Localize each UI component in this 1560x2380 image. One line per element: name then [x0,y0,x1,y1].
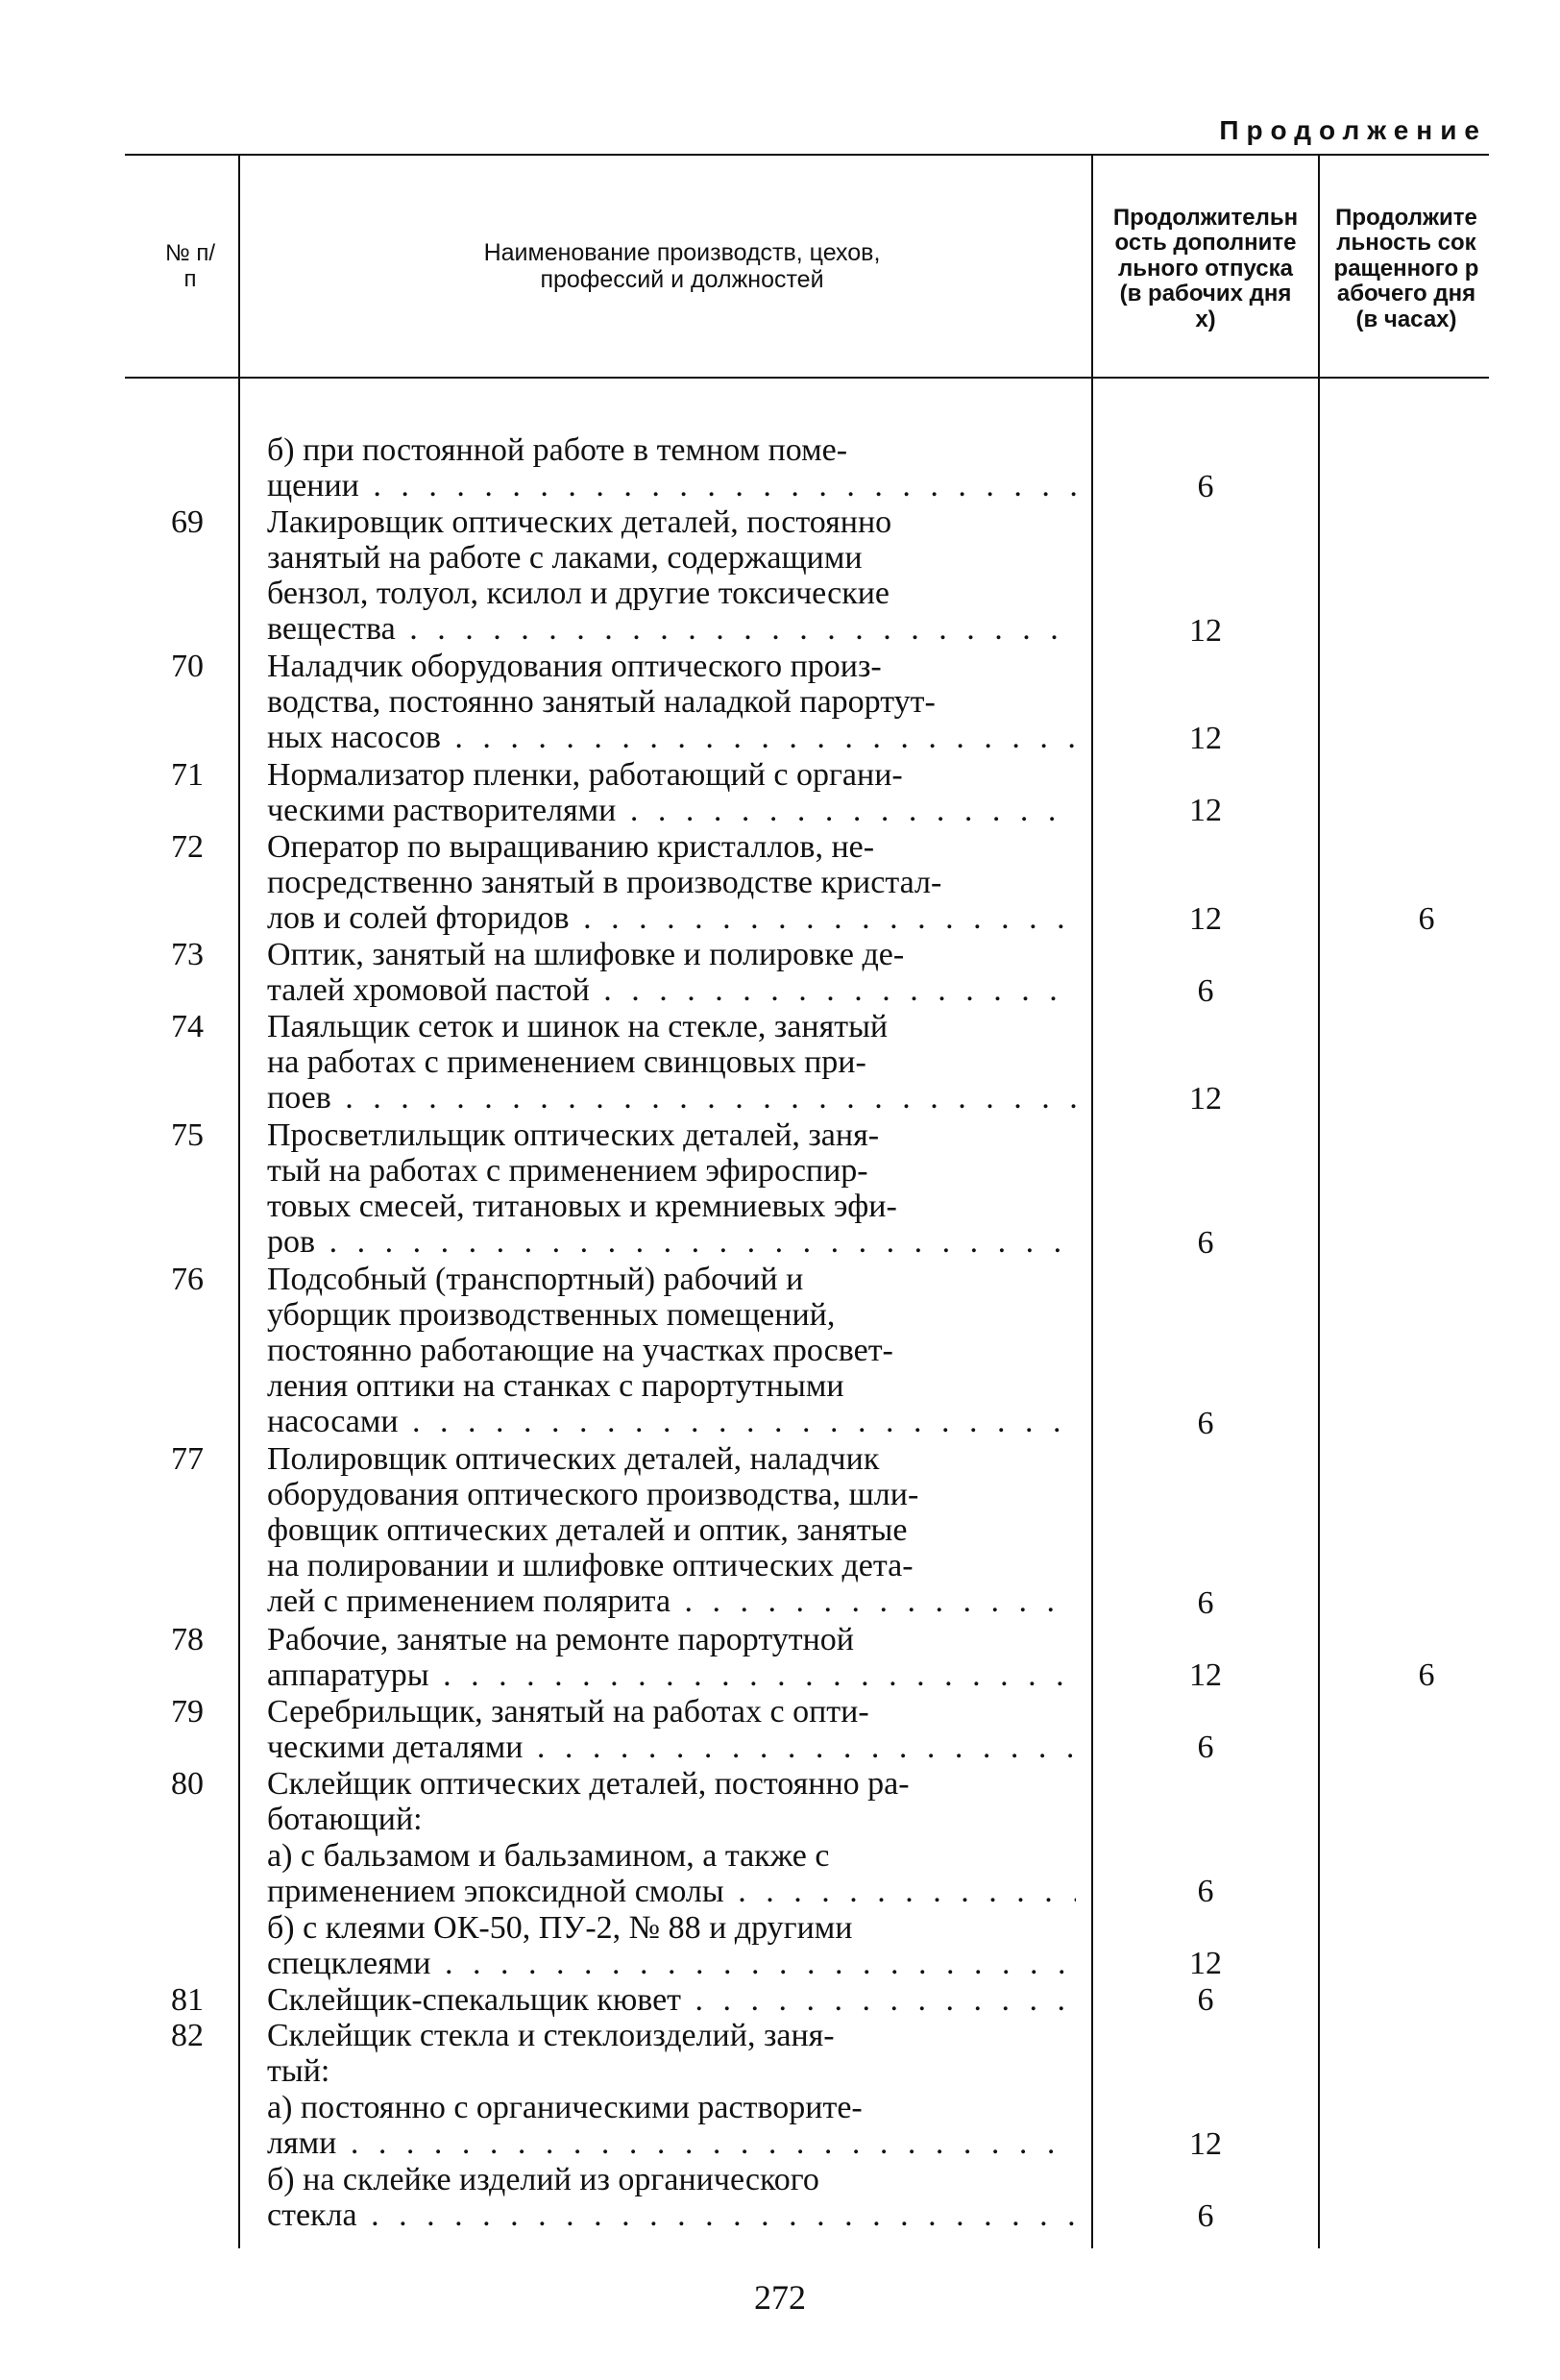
row-name [267,1262,1076,1439]
header-shortday [1322,168,1491,370]
row-number: 76 [171,1261,204,1297]
row-name-line: Подсобный (транспортный) рабочий и [267,1261,804,1297]
column-divider-2 [1091,156,1093,2248]
row-name-line: талей хромовой пастой . . . [267,972,1076,1008]
row-name-line: б) при постоянной работе в темном поме- [267,432,848,468]
row-name [267,1838,1076,1909]
row-name [267,757,1076,828]
row-name [267,432,1076,503]
row-leave-days: 12 [1189,793,1222,828]
table-top-rule [125,154,1489,156]
row-name-line: вещества . . . [267,611,1076,647]
row-leave-days: 12 [1189,721,1222,756]
row-number: 82 [171,2018,204,2053]
row-name-line: Паяльщик сеток и шинок на стекле, занятый [267,1009,889,1044]
row-name-line: Лакировщик оптических деталей, постоянно [267,504,892,540]
row-number: 73 [171,937,204,972]
row-number: 79 [171,1693,204,1730]
row-name-line: Наладчик оборудования оптического произ- [267,649,882,684]
row-name-line: ления оптики на станках с парортутными [267,1367,844,1404]
row-number: 81 [171,1981,204,2018]
row-name-line: бензол, толуол, ксилол и другие токсические [267,576,890,611]
row-name-line: Серебрильщик, занятый на работах с опти- [267,1693,869,1730]
row-leave-days: 6 [1197,2197,1214,2234]
row-name-line: б) с клеями ОК-50, ПУ-2, № 88 и другими [267,1909,853,1946]
row-name-line: а) постоянно с органическими растворите- [267,2090,863,2125]
row-leave-days: 12 [1189,2125,1222,2162]
row-number: 75 [171,1116,204,1153]
row-number: 74 [171,1009,204,1044]
row-name-line: ческими деталями . . . [267,1730,1076,1765]
row-name-line: на работах с применением свинцовых при- [267,1044,866,1080]
row-name-line: стекла . . . [267,2197,1076,2233]
row-leave-days: 6 [1197,972,1214,1009]
row-name-line: тый: [267,2053,330,2089]
row-name-line: лей с применением полярита . . . [267,1583,1076,1619]
row-name-line: а) с бальзамом и бальзамином, а также с [267,1837,830,1874]
row-name-line: ботающий: [267,1801,423,1837]
row-name-line: б) на склейке изделий из органического [267,2162,819,2197]
row-name-line: Склейщик-спекальщик кювет . . . [267,1982,1076,2018]
row-name [267,1982,1076,2018]
header-name [346,163,1018,370]
row-name-line: Нормализатор пленки, работающий с органи- [267,756,903,793]
row-name-line: щении . . . [267,468,1076,503]
row-name [267,1009,1076,1116]
table-header-rule [125,377,1489,379]
row-short-day-hours: 6 [1418,900,1435,937]
row-name [267,2090,1076,2161]
row-name-line: лями . . . [267,2125,1076,2161]
row-name [267,937,1076,1008]
row-name-line: Просветлильщик оптических деталей, заня- [267,1116,880,1153]
row-name-line: оборудования оптического производства, шли- [267,1477,919,1512]
row-leave-days: 6 [1197,1405,1214,1441]
row-name [267,649,1076,755]
row-name-line: лов и солей фторидов . . . [267,900,1076,936]
row-name-line: тый на работах с применением эфироспир- [267,1152,868,1189]
column-divider-3 [1318,156,1320,2248]
row-leave-days: 12 [1189,900,1222,937]
row-number: 70 [171,649,204,684]
row-number: 72 [171,828,204,865]
row-name [267,1441,1076,1619]
row-name-line: на полировании и шлифовке оптических дета- [267,1548,914,1583]
row-number: 78 [171,1621,204,1657]
row-name [267,1622,1076,1693]
row-name-line: постоянно работающие на участках просвет- [267,1332,893,1368]
row-name [267,829,1076,936]
row-name-line: поев . . . [267,1080,1076,1116]
row-leave-days: 6 [1197,1585,1214,1621]
row-name-line: занятый на работе с лаками, содержащими [267,540,863,576]
row-name-line: Рабочие, занятые на ремонте парортутной [267,1621,854,1657]
header-leave-text: Продолжительность дополнительного отпуска (в рабочих днях) [1112,205,1299,332]
row-number: 80 [171,1765,204,1802]
row-name-line: уборщик производственных помещений, [267,1296,836,1333]
row-name [267,2018,1076,2089]
row-name-line: ров . . . [267,1224,1076,1260]
row-name-line: товых смесей, титановых и кремниевых эфи- [267,1188,897,1224]
row-name-line: спецклеями . . . [267,1946,1076,1981]
row-name [267,504,1076,647]
header-name-text: Наименование производств, цехов, профессий и должностей [483,239,881,293]
header-num [144,163,236,370]
row-name-line: применением эпоксидной смолы . . . [267,1874,1076,1909]
row-name-line: Оператор по выращиванию кристаллов, не- [267,828,875,865]
row-name-line: насосами . . . [267,1404,1076,1439]
row-leave-days: 6 [1197,1225,1214,1261]
row-leave-days: 6 [1197,1730,1214,1765]
row-name-line: Склейщик стекла и стеклоизделий, заня- [267,2018,835,2053]
row-number: 71 [171,756,204,793]
row-name-line: ных насосов . . . [267,720,1076,755]
continuation-label: Продолжение [1219,115,1487,145]
row-name [267,1766,1076,1837]
row-name-line: Склейщик оптических деталей, постоянно ра- [267,1765,910,1802]
row-number: 77 [171,1441,204,1477]
row-leave-days: 12 [1189,1081,1222,1116]
row-name-line: аппаратуры . . . [267,1657,1076,1693]
row-short-day-hours: 6 [1418,1657,1435,1693]
row-leave-days: 6 [1197,1874,1214,1909]
row-name [267,1910,1076,1981]
header-leave [1095,168,1316,370]
page-number: 272 [754,2278,806,2317]
row-name-line: Полировщик оптических деталей, наладчик [267,1441,880,1477]
row-name-line: фовщик оптических деталей и оптик, занятые [267,1512,908,1548]
row-leave-days: 12 [1189,1946,1222,1981]
row-name-line: посредственно занятый в производстве кристал- [267,864,942,900]
row-name [267,1117,1076,1260]
header-shortday-text: Продолжительность сокращенного рабочего дня (в часах) [1333,205,1479,332]
column-divider-1 [238,156,240,2248]
row-name-line: Оптик, занятый на шлифовке и полировке де- [267,937,905,972]
row-name-line: ческими растворителями . . . [267,793,1076,828]
row-leave-days: 6 [1197,1981,1214,2018]
row-leave-days: 12 [1189,1657,1222,1693]
row-leave-days: 12 [1189,612,1222,649]
row-name [267,1694,1076,1765]
header-num-text: № п/п [164,240,216,292]
row-name [267,2162,1076,2233]
row-number: 69 [171,504,204,540]
row-name-line: водства, постоянно занятый наладкой парортут- [267,684,936,720]
row-leave-days: 6 [1197,468,1214,504]
